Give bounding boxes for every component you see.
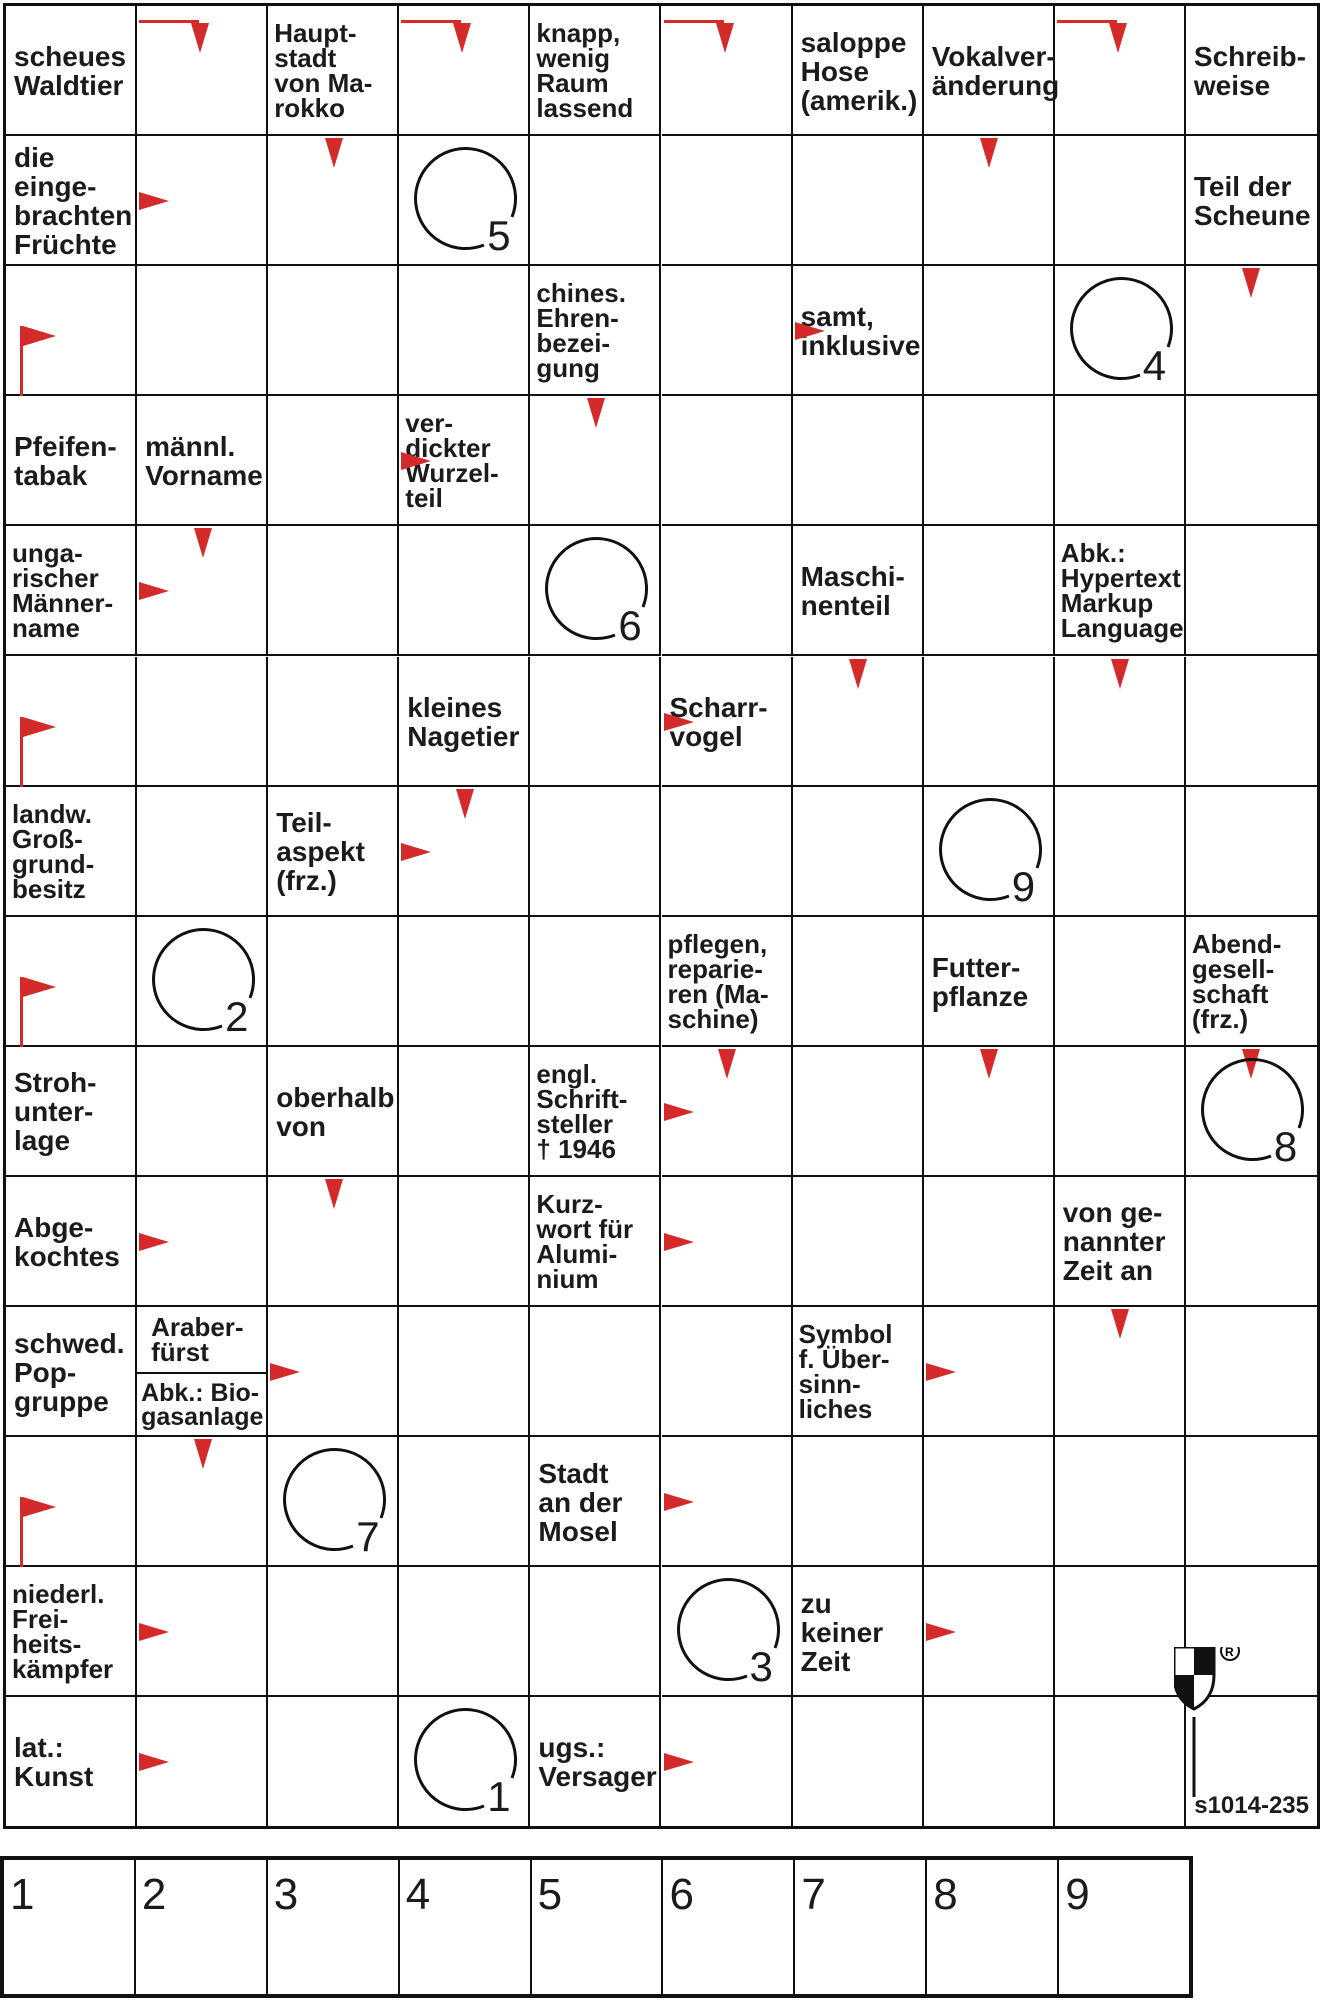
solution-cell[interactable]: [268, 1860, 400, 1994]
arrow-down-icon: [325, 138, 343, 168]
arrow-flag-icon: [20, 717, 64, 787]
clue-text: unga- rischer Männer- name: [12, 538, 114, 644]
clue-text: Haupt- stadt von Ma- rokko: [274, 18, 373, 124]
answer-cell[interactable]: [399, 1177, 530, 1307]
clue-text: samt, inklusive: [800, 301, 921, 362]
answer-cell[interactable]: [137, 1047, 268, 1177]
solution-circle-number: 7: [356, 1513, 380, 1561]
clue-text: Kurz- wort für Alumi- nium: [536, 1188, 634, 1294]
clue-text: Symbol f. Über- sinn- liches: [798, 1319, 893, 1425]
arrow-right-icon: [664, 1493, 694, 1511]
solution-cell[interactable]: [4, 1860, 136, 1994]
answer-cell[interactable]: [530, 657, 661, 787]
clue-text: die einge- brachten Früchte: [14, 142, 133, 261]
clue-text: engl. Schrift- steller † 1946: [536, 1058, 628, 1164]
answer-cell[interactable]: [530, 1567, 661, 1697]
clue-text: Pfeifen- tabak: [14, 431, 117, 492]
answer-cell[interactable]: [399, 266, 530, 396]
solution-cell[interactable]: [664, 1860, 796, 1994]
arrow-down-icon: [849, 659, 867, 689]
clue-text: Maschi- nenteil: [800, 561, 905, 622]
arrow-right-icon: [401, 843, 431, 861]
answer-cell[interactable]: [268, 526, 399, 656]
arrow-bent-icon: [401, 20, 471, 80]
solution-cell-number: 8: [933, 1870, 958, 1919]
answer-cell[interactable]: [662, 396, 793, 526]
answer-cell[interactable]: [662, 266, 793, 396]
clue-text: Araber- fürst: [151, 1311, 244, 1367]
solution-cell[interactable]: [1059, 1860, 1191, 1994]
answer-cell[interactable]: [1055, 1437, 1186, 1567]
answer-cell[interactable]: [662, 136, 793, 266]
answer-cell[interactable]: [793, 917, 924, 1047]
answer-cell[interactable]: [137, 787, 268, 917]
answer-cell[interactable]: [530, 136, 661, 266]
solution-cell-number: 5: [537, 1870, 563, 1919]
clue-text: Stadt an der Mosel: [538, 1457, 623, 1547]
answer-cell[interactable]: [662, 526, 793, 656]
answer-cell[interactable]: [268, 266, 399, 396]
arrow-right-icon: [139, 1623, 169, 1641]
clue-text: Schreib- weise: [1193, 41, 1306, 102]
arrow-right-icon: [664, 1753, 694, 1771]
clue-text: Abend- gesell- schaft (frz.): [1191, 928, 1282, 1034]
arrow-down-icon: [587, 398, 605, 428]
arrow-right-icon: [270, 1363, 300, 1381]
answer-cell[interactable]: [268, 1567, 399, 1697]
answer-cell[interactable]: [662, 787, 793, 917]
solution-circle-number: 6: [618, 602, 642, 650]
answer-cell[interactable]: [399, 1307, 530, 1437]
solution-circle-number: 2: [225, 992, 249, 1040]
answer-cell[interactable]: [1186, 396, 1317, 526]
solution-cell[interactable]: [532, 1860, 664, 1994]
solution-cell-number: 7: [801, 1870, 826, 1919]
clue-text: oberhalb von: [276, 1081, 395, 1142]
arrow-flag-icon: [20, 977, 64, 1047]
clue-text: männl. Vorname: [145, 431, 263, 492]
answer-cell[interactable]: [399, 1437, 530, 1567]
solution-circle-number: 8: [1273, 1122, 1298, 1170]
solution-cell[interactable]: [795, 1860, 927, 1994]
answer-cell[interactable]: [1055, 1697, 1186, 1827]
answer-cell[interactable]: [793, 1437, 924, 1567]
answer-cell[interactable]: [1055, 787, 1186, 917]
answer-cell[interactable]: [268, 396, 399, 526]
clue-text: Vokalver- änderung: [931, 41, 1060, 102]
answer-cell[interactable]: [1055, 136, 1186, 266]
answer-cell[interactable]: [793, 136, 924, 266]
answer-cell[interactable]: [1055, 1567, 1186, 1697]
clue-text: kleines Nagetier: [407, 691, 520, 752]
answer-cell[interactable]: [793, 787, 924, 917]
answer-cell[interactable]: [924, 266, 1055, 396]
clue-text: Abge- kochtes: [14, 1211, 120, 1272]
answer-cell[interactable]: [399, 917, 530, 1047]
arrow-down-icon: [1111, 1309, 1129, 1339]
answer-cell[interactable]: [399, 1047, 530, 1177]
answer-cell[interactable]: [662, 1307, 793, 1437]
clue-text: pflegen, reparie- ren (Ma- schine): [667, 928, 769, 1034]
arrow-down-icon: [980, 1049, 998, 1079]
arrow-right-icon: [139, 192, 169, 210]
clue-text: zu keiner Zeit: [800, 1587, 884, 1677]
clue-text: Abk.: Bio- gasanlage: [141, 1378, 264, 1431]
arrow-down-icon: [718, 1049, 736, 1079]
answer-cell[interactable]: [793, 1047, 924, 1177]
puzzle-code: s1014-235: [1194, 1792, 1309, 1819]
solution-circle-number: 1: [487, 1773, 511, 1821]
answer-cell[interactable]: [924, 1697, 1055, 1827]
clue-text: Abk.: Hypertext Markup Language: [1060, 538, 1184, 644]
clue-text: scheues Waldtier: [14, 41, 127, 102]
answer-cell[interactable]: [268, 917, 399, 1047]
solution-cell[interactable]: [927, 1860, 1059, 1994]
arrow-down-icon: [325, 1179, 343, 1209]
clue-text: chines. Ehren- bezei- gung: [536, 278, 626, 384]
arrow-right-icon: [926, 1623, 956, 1641]
publisher-logo-icon: [1174, 1647, 1244, 1797]
solution-cell-number: 2: [141, 1870, 167, 1919]
answer-cell[interactable]: [137, 266, 268, 396]
arrow-right-icon: [664, 1103, 694, 1121]
clue-text: saloppe Hose (amerik.): [800, 26, 918, 116]
arrow-bent-icon: [1057, 20, 1127, 80]
solution-circle-number: 4: [1142, 342, 1167, 390]
arrow-right-icon: [664, 713, 694, 731]
clue-text: knapp, wenig Raum lassend: [536, 18, 634, 124]
arrow-down-icon: [456, 789, 474, 819]
arrow-right-icon: [664, 1233, 694, 1251]
answer-cell[interactable]: [530, 787, 661, 917]
answer-cell[interactable]: [530, 917, 661, 1047]
arrow-bent-icon: [664, 20, 734, 80]
answer-cell[interactable]: [1186, 657, 1317, 787]
arrow-flag-icon: [20, 326, 64, 396]
arrow-right-icon: [139, 1753, 169, 1771]
clue-text: lat.: Kunst: [14, 1732, 94, 1793]
solution-cell-number: 1: [10, 1870, 35, 1919]
answer-cell[interactable]: [399, 526, 530, 656]
arrow-right-icon: [401, 452, 431, 470]
clue-text: ver- dickter Wurzel- teil: [405, 408, 499, 514]
solution-circle-number: 5: [487, 212, 511, 260]
arrow-right-icon: [795, 322, 825, 340]
answer-cell[interactable]: [399, 1567, 530, 1697]
arrow-down-icon: [194, 1439, 212, 1469]
answer-cell[interactable]: [268, 1697, 399, 1827]
arrow-right-icon: [139, 1233, 169, 1251]
solution-cell[interactable]: [136, 1860, 268, 1994]
answer-cell[interactable]: [1186, 1177, 1317, 1307]
solution-cell[interactable]: [400, 1860, 532, 1994]
answer-cell[interactable]: [1186, 1307, 1317, 1437]
clue-text: niederl. Frei- heits- kämpfer: [12, 1579, 114, 1685]
clue-text: Teil der Scheune: [1193, 171, 1311, 232]
arrow-down-icon: [194, 528, 212, 558]
clue-text: Stroh- unter- lage: [14, 1067, 97, 1157]
solution-cell-number: 3: [273, 1870, 299, 1919]
answer-cell[interactable]: [924, 657, 1055, 787]
clue-text: Futter- pflanze: [931, 951, 1029, 1012]
answer-cell[interactable]: [268, 657, 399, 787]
answer-cell[interactable]: [924, 396, 1055, 526]
solution-cell-number: 6: [669, 1870, 694, 1919]
clue-text: schwed. Pop- gruppe: [14, 1327, 125, 1417]
solution-cell-number: 4: [405, 1870, 431, 1919]
solution-circle-number: 9: [1011, 862, 1036, 910]
answer-cell[interactable]: [530, 1307, 661, 1437]
answer-cell[interactable]: [1186, 526, 1317, 656]
answer-cell[interactable]: [924, 1437, 1055, 1567]
arrow-down-icon: [980, 138, 998, 168]
answer-cell[interactable]: [793, 1697, 924, 1827]
clue-text: von ge- nannter Zeit an: [1062, 1197, 1166, 1287]
answer-cell[interactable]: [924, 526, 1055, 656]
solution-cell-number: 9: [1065, 1870, 1090, 1919]
answer-cell[interactable]: [1186, 1437, 1317, 1567]
clue-text: Scharr- vogel: [669, 691, 768, 752]
solution-row: [0, 1856, 1193, 1998]
answer-cell[interactable]: [793, 396, 924, 526]
svg-text:R: R: [1224, 1647, 1234, 1660]
arrow-right-icon: [139, 582, 169, 600]
solution-circle-number: 3: [749, 1643, 773, 1691]
answer-cell[interactable]: [1055, 1047, 1186, 1177]
arrow-down-icon: [1242, 268, 1260, 298]
answer-cell[interactable]: [1186, 787, 1317, 917]
arrow-down-icon: [1111, 659, 1129, 689]
arrow-right-icon: [926, 1363, 956, 1381]
clue-text: landw. Groß- grund- besitz: [12, 798, 95, 904]
answer-cell[interactable]: [137, 657, 268, 787]
answer-cell[interactable]: [1055, 396, 1186, 526]
answer-cell[interactable]: [1055, 917, 1186, 1047]
arrow-flag-icon: [20, 1497, 64, 1567]
clue-text: ugs.: Versager: [538, 1732, 657, 1793]
clue-text: Teil- aspekt (frz.): [276, 807, 365, 897]
answer-cell[interactable]: [793, 1177, 924, 1307]
crossword-grid: [3, 3, 1320, 1829]
arrow-bent-icon: [139, 20, 209, 80]
answer-cell[interactable]: [924, 1177, 1055, 1307]
